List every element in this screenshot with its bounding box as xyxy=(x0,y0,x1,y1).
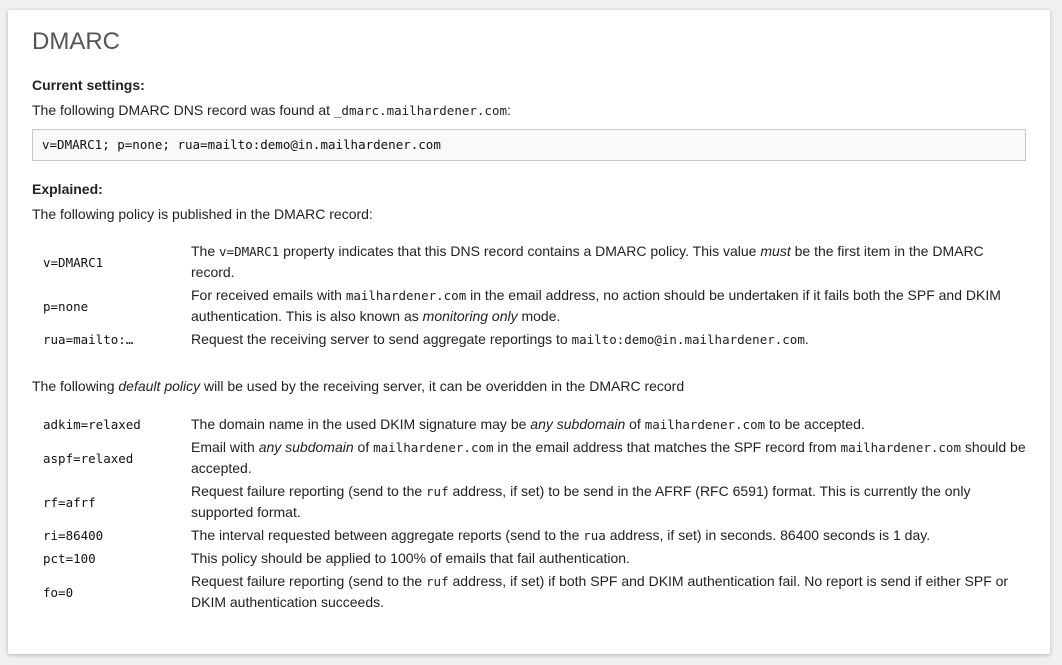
property-key: rf=afrf xyxy=(43,494,96,510)
property-description: The domain name in the used DKIM signature may be any subdomain of mailhardener.com to be accepted. xyxy=(191,416,865,432)
property-description: For received emails with mailhardener.com in the email address, no action should be undertaken if it fails both the SPF and DKIM authentication. This is also known as monitoring only mode. xyxy=(191,287,1001,324)
dmarc-card xyxy=(8,10,1050,654)
record-found-text xyxy=(32,102,511,118)
dmarc-record-box: v=DMARC1; p=none; rua=mailto:demo@in.mailhardener.com xyxy=(32,129,1026,161)
record-found-prefix: The following DMARC DNS record was found at xyxy=(32,102,334,118)
table-row xyxy=(32,284,1026,328)
table-row xyxy=(32,413,1026,436)
property-description: Request the receiving server to send aggregate reportings to mailto:demo@in.mailhardener.com. xyxy=(191,331,809,347)
property-key: v=DMARC1 xyxy=(43,254,104,270)
property-key: rua=mailto:… xyxy=(43,332,134,347)
default-policy-intro: The following default policy will be used by the receiving server, it can be overidden in the DMARC record xyxy=(32,378,685,394)
table-row xyxy=(32,240,1026,284)
table-row xyxy=(32,547,1026,570)
table-row xyxy=(32,524,1026,547)
record-domain: _dmarc.mailhardener.com xyxy=(333,103,507,118)
property-description: The interval requested between aggregate reports (send to the rua address, if set) in seconds. 86400 seconds is 1 day. xyxy=(191,527,931,543)
property-description: This policy should be applied to 100% of emails that fail authentication. xyxy=(191,550,630,566)
default-policy-table xyxy=(32,413,1026,614)
explained-intro: The following policy is published in the DMARC record: xyxy=(32,206,373,222)
table-row xyxy=(32,436,1026,480)
property-key: fo=0 xyxy=(43,584,74,600)
page-title: DMARC xyxy=(32,28,120,55)
explained-label: Explained: xyxy=(32,181,103,197)
property-key: ri=86400 xyxy=(43,528,104,543)
table-row xyxy=(32,480,1026,524)
table-row xyxy=(32,570,1026,614)
property-description: Request failure reporting (send to the ruf address, if set) to be send in the AFRF (RFC 6591) format. This is currently the only supported format. xyxy=(191,483,971,520)
property-key: p=none xyxy=(43,298,89,314)
current-settings-label: Current settings: xyxy=(32,77,145,93)
published-policy-table xyxy=(32,240,1026,351)
property-key: aspf=relaxed xyxy=(43,450,134,466)
property-description: Request failure reporting (send to the ruf address, if set) if both SPF and DKIM authentication fail. No report is send if either SPF or DKIM authentication succeeds. xyxy=(191,573,1009,610)
property-key: adkim=relaxed xyxy=(43,417,141,432)
record-found-suffix: : xyxy=(507,102,511,118)
property-description: Email with any subdomain of mailhardener.com in the email address that matches the SPF record from mailhardener.com should be accepted. xyxy=(191,439,1026,476)
property-description: The v=DMARC1 property indicates that this DNS record contains a DMARC policy. This value must be the first item in the DMARC record. xyxy=(191,243,984,280)
property-key: pct=100 xyxy=(43,551,96,566)
table-row xyxy=(32,328,1026,351)
